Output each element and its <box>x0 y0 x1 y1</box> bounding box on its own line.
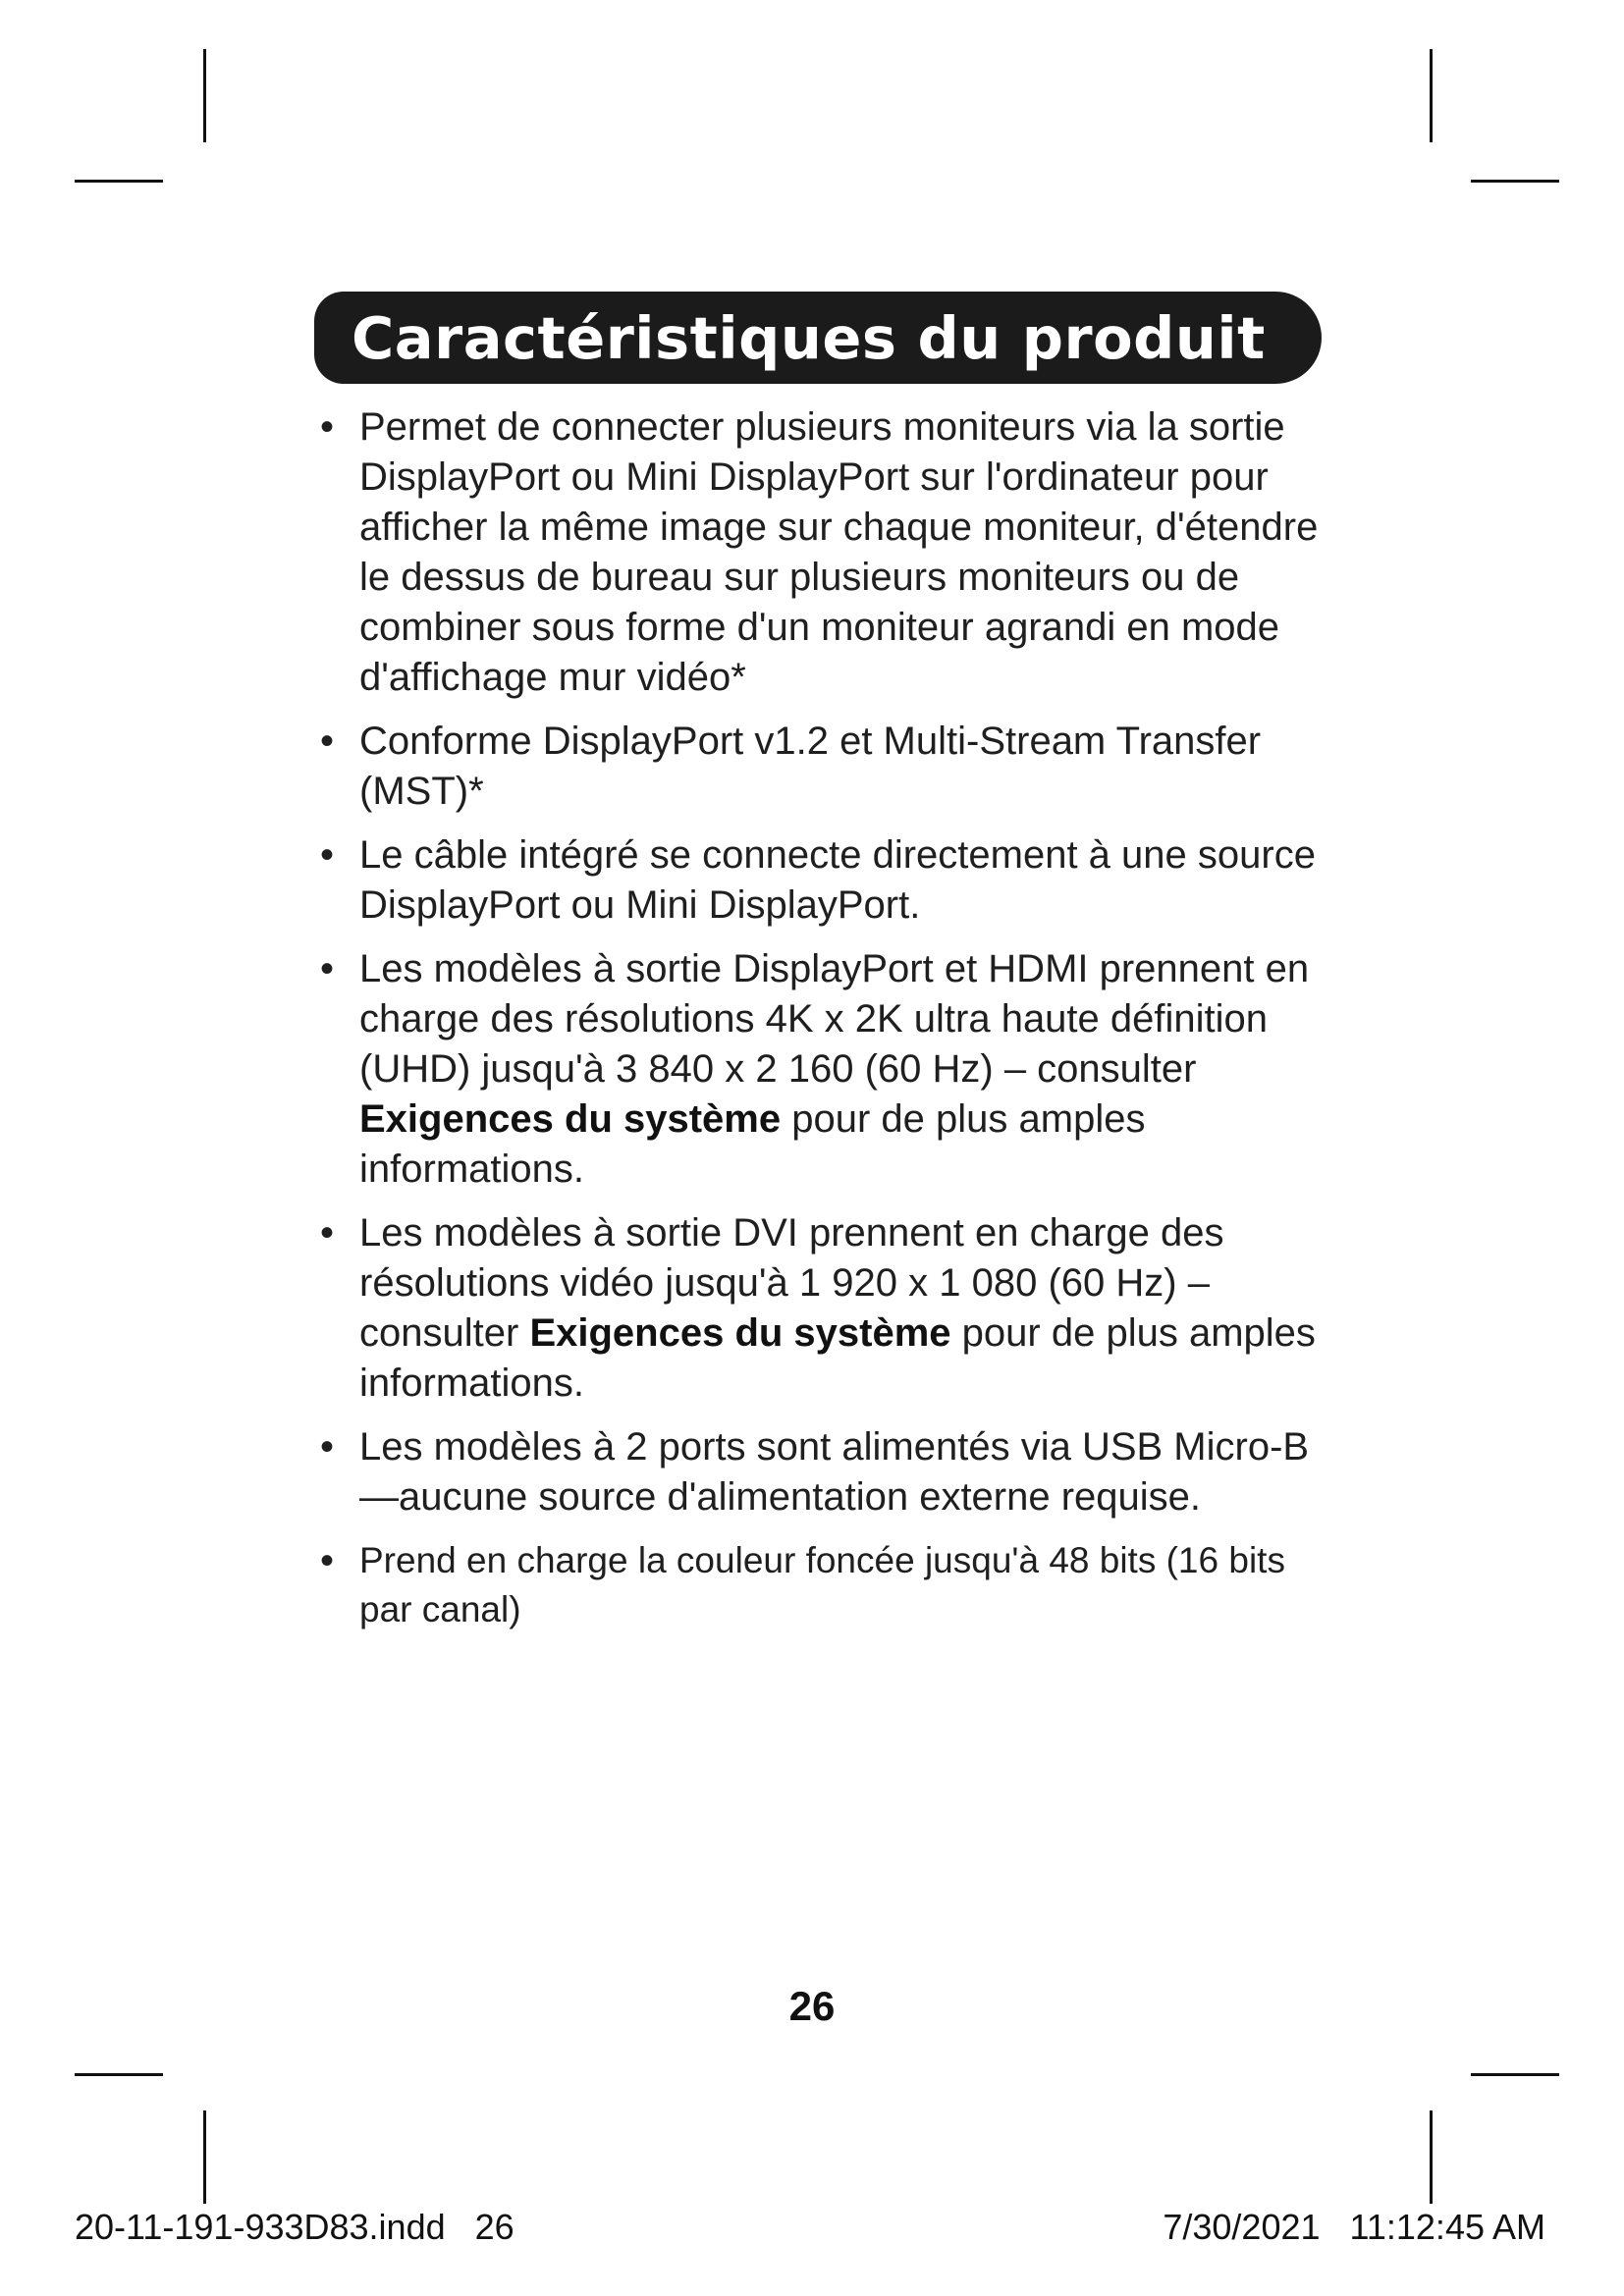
feature-text: Permet de connecter plusieurs moniteurs via la sortie DisplayPort ou Mini DisplayPort sur l'ordinateur pour afficher la même image sur chaque moniteur, d'étendre le dessus de bureau sur plusieurs moniteurs ou de combiner sous forme d'un moniteur agrandi en mode d'affichage mur vidéo* <box>359 405 1319 699</box>
feature-item <box>316 1208 1347 1409</box>
bullet-icon: • <box>320 947 335 990</box>
system-requirements-reference: Exigences du système <box>529 1311 951 1355</box>
section-title: Caractéristiques du produit <box>352 303 1266 372</box>
feature-text: Le câble intégré se connecte directement à une source DisplayPort ou Mini DisplayPort. <box>359 833 1316 927</box>
feature-item <box>316 830 1347 931</box>
crop-mark-bottom-left-horizontal <box>75 2073 163 2076</box>
crop-mark-top-right-vertical <box>1430 49 1433 142</box>
crop-mark-top-right-horizontal <box>1471 180 1559 183</box>
feature-text: pour de plus amples informations. <box>359 1311 1316 1405</box>
bullet-icon: • <box>320 720 335 763</box>
feature-item <box>316 717 1347 817</box>
page-number: 26 <box>788 1983 836 2029</box>
bullet-icon: • <box>320 1539 335 1582</box>
crop-mark-bottom-left-vertical <box>203 2110 206 2204</box>
bullet-icon: • <box>320 1211 335 1255</box>
bullet-icon: • <box>320 833 335 877</box>
section-header-bar <box>314 292 1322 384</box>
feature-text: Les modèles à sortie DVI prennent en charge des résolutions vidéo jusqu'à 1 920 x 1 080 (60 Hz) – consulter <box>359 1211 1224 1355</box>
feature-text: Conforme DisplayPort v1.2 et Multi-Stream Transfer (MST)* <box>359 720 1262 813</box>
feature-text: Les modèles à 2 ports sont alimentés via USB Micro-B—aucune source d'alimentation externe requise. <box>359 1425 1310 1519</box>
bullet-icon: • <box>320 1425 335 1468</box>
feature-text: Prend en charge la couleur foncée jusqu'à 48 bits (16 bits par canal) <box>359 1540 1285 1629</box>
footer-file-info: 20-11-191-933D83.indd 26 <box>75 2207 514 2247</box>
feature-item <box>316 1422 1347 1522</box>
feature-text: Les modèles à sortie DisplayPort et HDMI prennent en charge des résolutions 4K x 2K ultra haute définition (UHD) jusqu'à 3 840 x 2 160 (60 Hz) – consulter <box>359 947 1310 1091</box>
feature-text: pour de plus amples informations. <box>359 1097 1146 1191</box>
system-requirements-reference: Exigences du système <box>359 1097 782 1141</box>
crop-mark-top-left-vertical <box>203 49 206 142</box>
crop-mark-top-left-horizontal <box>75 180 163 183</box>
feature-item <box>316 1536 1347 1634</box>
feature-item <box>316 402 1347 703</box>
crop-mark-bottom-right-horizontal <box>1471 2073 1559 2076</box>
bullet-icon: • <box>320 405 335 449</box>
feature-list <box>316 402 1347 1648</box>
footer-datetime: 7/30/2021 11:12:45 AM <box>1163 2207 1545 2247</box>
crop-mark-bottom-right-vertical <box>1430 2110 1433 2204</box>
feature-item <box>316 944 1347 1195</box>
